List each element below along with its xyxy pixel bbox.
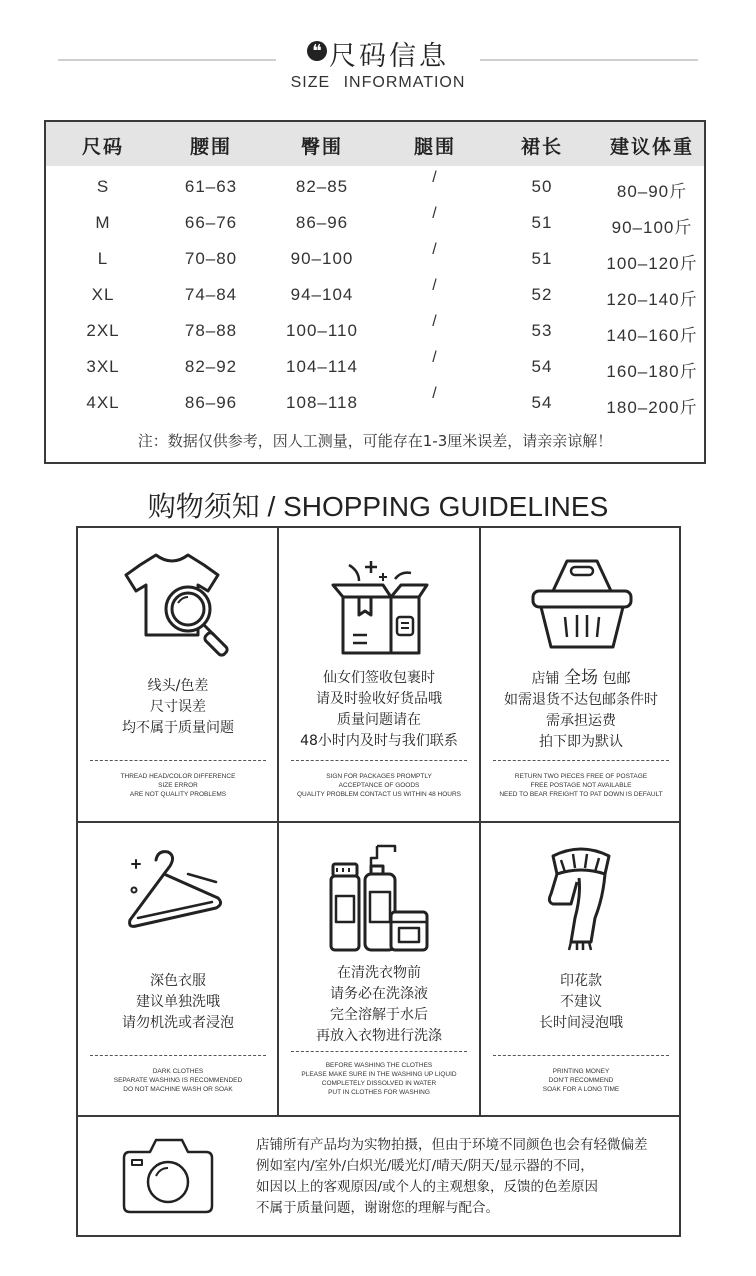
- guide-text-cn: [481, 971, 681, 1034]
- dashed-divider: [90, 1055, 266, 1056]
- guide-text-en: [78, 772, 278, 799]
- cn-line: 完全溶解于水后: [330, 1007, 428, 1023]
- dashed-divider: [291, 760, 467, 761]
- size-cell: 51: [531, 249, 553, 268]
- size-row: [46, 278, 704, 314]
- size-cell: 80–90斤: [616, 182, 688, 201]
- en-line: COMPLETELY DISSOLVED IN WATER: [321, 1080, 437, 1087]
- size-cell: 82–85: [295, 177, 349, 196]
- cn-line: 仙女们签收包裹时: [323, 670, 435, 686]
- cn-line: 需承担运费: [546, 713, 616, 729]
- cn-line: 请勿机洗或者浸泡: [122, 1015, 234, 1031]
- size-cell: /: [432, 205, 438, 222]
- guide-text-cn: [481, 668, 681, 753]
- dashed-divider: [493, 1055, 669, 1056]
- header-hip: 臀围: [300, 136, 344, 158]
- size-cell: /: [432, 241, 438, 258]
- cn-line: 均不属于质量问题: [122, 720, 234, 736]
- en-line: RETURN TWO PIECES FREE OF POSTAGE: [514, 773, 648, 780]
- cn-text: 店铺: [531, 671, 564, 687]
- guide-text-en: [481, 772, 681, 799]
- guide-cell-sign-package: [279, 528, 479, 822]
- size-cell: 140–160斤: [606, 326, 698, 345]
- detergent-bottles-icon: [319, 838, 439, 958]
- size-cell: /: [432, 349, 438, 366]
- header-size: 尺码: [81, 136, 125, 158]
- guide-text-cn: [78, 676, 278, 739]
- disclaimer-line: 店铺所有产品均为实物拍摄，但由于环境不同颜色也会有轻微偏差: [256, 1137, 648, 1153]
- guide-cell-washing: [279, 823, 479, 1117]
- clothes-hanger-icon: [118, 838, 238, 958]
- cn-line: 印花款: [560, 973, 602, 989]
- size-cell: 61–63: [184, 177, 238, 196]
- size-cell: 120–140斤: [606, 290, 698, 309]
- cn-line: 尺寸误差: [150, 699, 206, 715]
- open-box-icon: [319, 543, 439, 663]
- size-cell: L: [97, 249, 109, 268]
- quote-icon: ❝: [307, 41, 327, 61]
- size-cell: 90–100: [290, 249, 354, 268]
- size-cell: 70–80: [184, 249, 238, 268]
- size-cell: 2XL: [86, 321, 120, 340]
- cn-line: 不建议: [560, 994, 602, 1010]
- size-cell: 160–180斤: [606, 362, 698, 381]
- cn-line: 如需退货不达包邮条件时: [504, 692, 658, 708]
- guide-text-cn: [78, 971, 278, 1034]
- guide-text-en: [279, 772, 479, 799]
- size-info-title-text: 尺码信息: [329, 41, 449, 72]
- guidelines-grid: [76, 526, 681, 1237]
- en-line: SIGN FOR PACKAGES PROMPTLY: [326, 773, 432, 780]
- size-table: [44, 120, 706, 464]
- cn-line: 在清洗衣物前: [337, 965, 421, 981]
- guide-cell-printing: [481, 823, 681, 1117]
- size-row: [46, 206, 704, 242]
- size-table-header: [46, 122, 704, 166]
- size-cell: 180–200斤: [606, 398, 698, 417]
- cn-line: 建议单独洗哦: [136, 994, 220, 1010]
- size-row: [46, 386, 704, 422]
- cn-line: 质量问题请在: [337, 712, 421, 728]
- cn-line: 48小时内及时与我们联系: [300, 733, 458, 749]
- en-line: PLEASE MAKE SURE IN THE WASHING UP LIQUID: [301, 1071, 457, 1078]
- size-note: 注：数据仅供参考，因人工测量，可能存在1-3厘米误差，请亲亲谅解！: [137, 432, 613, 450]
- en-line: PRINTING MONEY: [552, 1068, 610, 1075]
- size-info-title: [0, 34, 756, 73]
- cn-line: 拍下即为默认: [539, 734, 623, 750]
- cn-text: 包邮: [598, 671, 631, 687]
- photo-disclaimer: [256, 1135, 666, 1219]
- size-cell: M: [95, 213, 111, 232]
- size-cell: /: [432, 385, 438, 402]
- guide-text-cn: [279, 668, 479, 752]
- header-waist: 腰围: [189, 136, 233, 158]
- cn-text-emphasis: 全场: [564, 668, 598, 688]
- en-line: DARK CLOTHES: [152, 1068, 204, 1075]
- cn-line: [481, 668, 681, 690]
- disclaimer-line: 如因以上的客观原因/或个人的主观想象，反馈的色差原因: [256, 1179, 599, 1195]
- size-cell: /: [432, 169, 438, 186]
- size-cell: /: [432, 277, 438, 294]
- en-line: ARE NOT QUALITY PROBLEMS: [129, 791, 227, 798]
- size-cell: 66–76: [184, 213, 238, 232]
- cn-line: 请及时验收好货品哦: [316, 691, 442, 707]
- size-cell: 104–114: [286, 357, 358, 376]
- cn-line: 深色衣服: [150, 973, 206, 989]
- size-cell: S: [96, 177, 110, 196]
- size-row: [46, 170, 704, 206]
- tshirt-magnifier-icon: [118, 543, 238, 663]
- size-cell: 90–100斤: [611, 218, 693, 237]
- size-cell: 100–120斤: [606, 254, 698, 273]
- cn-line: 再放入衣物进行洗涤: [316, 1028, 442, 1044]
- dashed-divider: [493, 760, 669, 761]
- header-thigh: 腿围: [413, 136, 457, 158]
- guide-text-en: [481, 1067, 681, 1094]
- scarf-icon: [521, 838, 641, 958]
- size-cell: 54: [531, 393, 553, 412]
- size-cell: 94–104: [290, 285, 354, 304]
- en-line: NEED TO BEAR FREIGHT TO PAT DOWN IS DEFAULT: [499, 791, 663, 798]
- size-info-subtitle: SIZE INFORMATION: [290, 74, 466, 91]
- size-cell: 53: [531, 321, 553, 340]
- guide-text-en: [279, 1061, 479, 1097]
- size-cell: 4XL: [86, 393, 120, 412]
- size-cell: 100–110: [286, 321, 358, 340]
- guidelines-title: 购物须知 / SHOPPING GUIDELINES: [147, 491, 609, 522]
- en-line: ACCEPTANCE OF GOODS: [338, 782, 420, 789]
- size-row: [46, 242, 704, 278]
- guide-cell-dark-clothes: [78, 823, 278, 1117]
- en-line: FREE POSTAGE NOT AVAILABLE: [530, 782, 632, 789]
- disclaimer-line: 不属于质量问题，谢谢您的理解与配合。: [256, 1200, 499, 1216]
- en-line: SEPARATE WASHING IS RECOMMENDED: [113, 1077, 243, 1084]
- cn-line: 长时间浸泡哦: [539, 1015, 623, 1031]
- disclaimer-line: 例如室内/室外/白炽光/暖光灯/晴天/阴天/显示器的不同，: [256, 1158, 594, 1174]
- size-cell: 82–92: [184, 357, 238, 376]
- en-line: DO NOT MACHINE WASH OR SOAK: [123, 1086, 233, 1093]
- size-row: [46, 350, 704, 386]
- size-cell: /: [432, 313, 438, 330]
- size-cell: 54: [531, 357, 553, 376]
- size-row: [46, 314, 704, 350]
- guide-text-cn: [279, 963, 479, 1047]
- en-line: PUT IN CLOTHES FOR WASHING: [328, 1089, 430, 1096]
- size-cell: 50: [531, 177, 553, 196]
- en-line: SOAK FOR A LONG TIME: [542, 1086, 620, 1093]
- camera-icon: [120, 1136, 215, 1216]
- header-skirt-length: 裙长: [520, 136, 564, 158]
- en-line: THREAD HEAD/COLOR DIFFERENCE: [120, 773, 236, 780]
- size-cell: 52: [531, 285, 553, 304]
- guide-cell-color-difference: [78, 528, 278, 822]
- cn-line: 请务必在洗涤液: [330, 986, 428, 1002]
- size-cell: 86–96: [295, 213, 349, 232]
- size-cell: 108–118: [286, 393, 358, 412]
- size-cell: 86–96: [184, 393, 238, 412]
- size-cell: 51: [531, 213, 553, 232]
- shopping-basket-icon: [521, 543, 641, 663]
- en-line: BEFORE WASHING THE CLOTHES: [325, 1062, 433, 1069]
- en-line: DON'T RECOMMEND: [548, 1077, 614, 1084]
- dashed-divider: [291, 1051, 467, 1052]
- cn-line: 线头/色差: [147, 678, 209, 694]
- guide-text-en: [78, 1067, 278, 1094]
- size-cell: 3XL: [86, 357, 120, 376]
- size-cell: 74–84: [184, 285, 238, 304]
- size-cell: XL: [91, 285, 115, 304]
- dashed-divider: [90, 760, 266, 761]
- header-weight: 建议体重: [609, 136, 695, 158]
- en-line: SIZE ERROR: [158, 782, 198, 789]
- en-line: QUALITY PROBLEM CONTACT US WITHIN 48 HOURS: [297, 791, 461, 798]
- guide-cell-free-shipping: [481, 528, 681, 822]
- size-cell: 78–88: [184, 321, 238, 340]
